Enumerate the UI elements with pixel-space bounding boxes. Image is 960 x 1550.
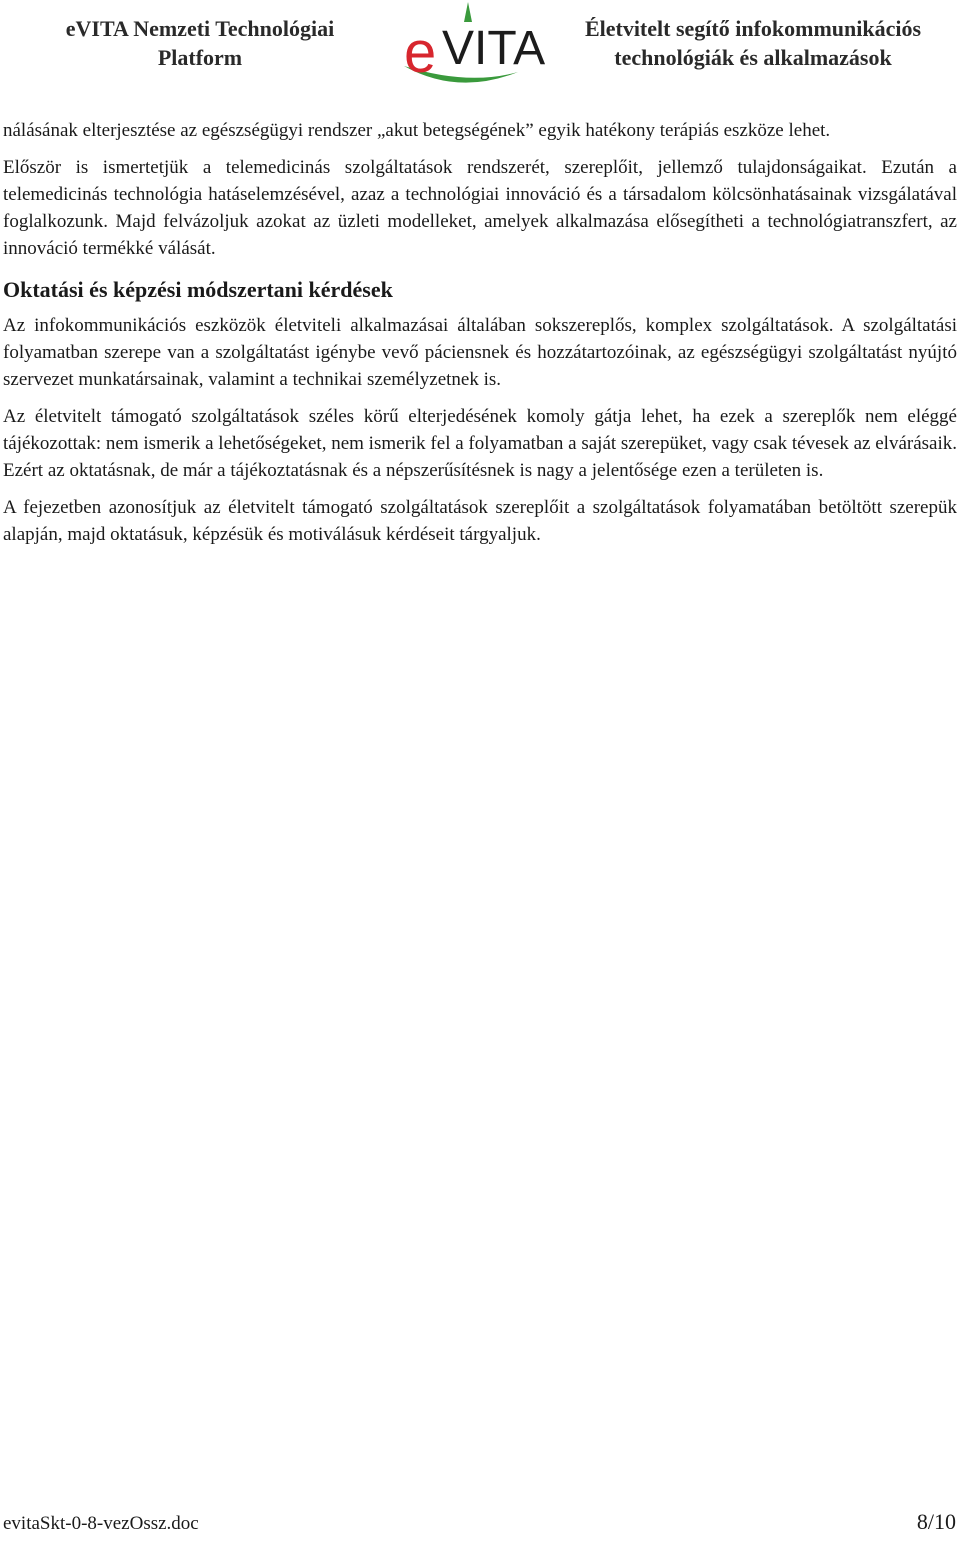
header-left-line2: Platform	[157, 45, 243, 70]
footer-filename: evitaSkt-0-8-vezOssz.doc	[3, 1513, 199, 1534]
section-heading: Oktatási és képzési módszertani kérdések	[3, 277, 393, 302]
paragraph-1: nálásának elterjesztése az egészségügyi rendszer „akut betegségének” egyik hatékony terápiás eszköze lehet.	[3, 120, 831, 141]
paragraph-4: Az életvitelt támogató szolgáltatások széles körű elterjedésének komoly gátja lehet, ha ezek a szereplők nem eléggé tájékozottak: nem ismerik a lehetőségeket, nem ismerik fel a folyamatban a saját szerepüket, vagy csak tévesek az elvárásaik. Ezért az oktatásnak, de már a tájékoztatásnak és a népszerűsítésnek is nagy a jelentősége ezen a területen is.	[3, 406, 957, 481]
paragraph-2: Először is ismertetjük a telemedicinás szolgáltatások rendszerét, szereplőit, jellemző tulajdonságaikat. Ezután a telemedicinás technológia hatáselemzésével, azaz a technológiai innováció és a társadalom kölcsönhatásainak vizsgálatával foglalkozunk. Majd felvázoljuk azokat az üzleti modelleket, amelyek alkalmazása elősegítheti a technológiatranszfert, az innováció termékké válását.	[3, 157, 957, 259]
header-left-line1: eVITA Nemzeti Technológiai	[65, 16, 335, 41]
logo-e: e	[404, 20, 437, 85]
header-left-title	[50, 14, 350, 72]
evita-logo	[398, 0, 563, 92]
footer-page-number: 8/10	[916, 1509, 956, 1534]
document-body	[3, 117, 957, 558]
header-right-title	[578, 14, 928, 72]
logo-vita: VITA	[442, 22, 546, 75]
header-right-line2: technológiák és alkalmazások	[614, 45, 892, 70]
paragraph-5: A fejezetben azonosítjuk az életvitelt támogató szolgáltatások szereplőit a szolgáltatások folyamatában betöltött szerepük alapján, majd oktatásuk, képzésük és motiválásuk kérdéseit tárgyaljuk.	[3, 497, 957, 545]
logo-accent	[464, 2, 472, 22]
paragraph-3: Az infokommunikációs eszközök életviteli alkalmazásai általában sokszereplős, komplex szolgáltatások. A szolgáltatási folyamatban szerepe van a szolgáltatást igénybe vevő páciensnek és hozzátartozóinak, az egészségügyi szolgáltatást nyújtó szervezet munkatársainak, valamint a technikai személyzetnek is.	[3, 315, 957, 390]
page-header	[0, 0, 960, 95]
header-right-line1: Életvitelt segítő infokommunikációs	[584, 16, 922, 41]
